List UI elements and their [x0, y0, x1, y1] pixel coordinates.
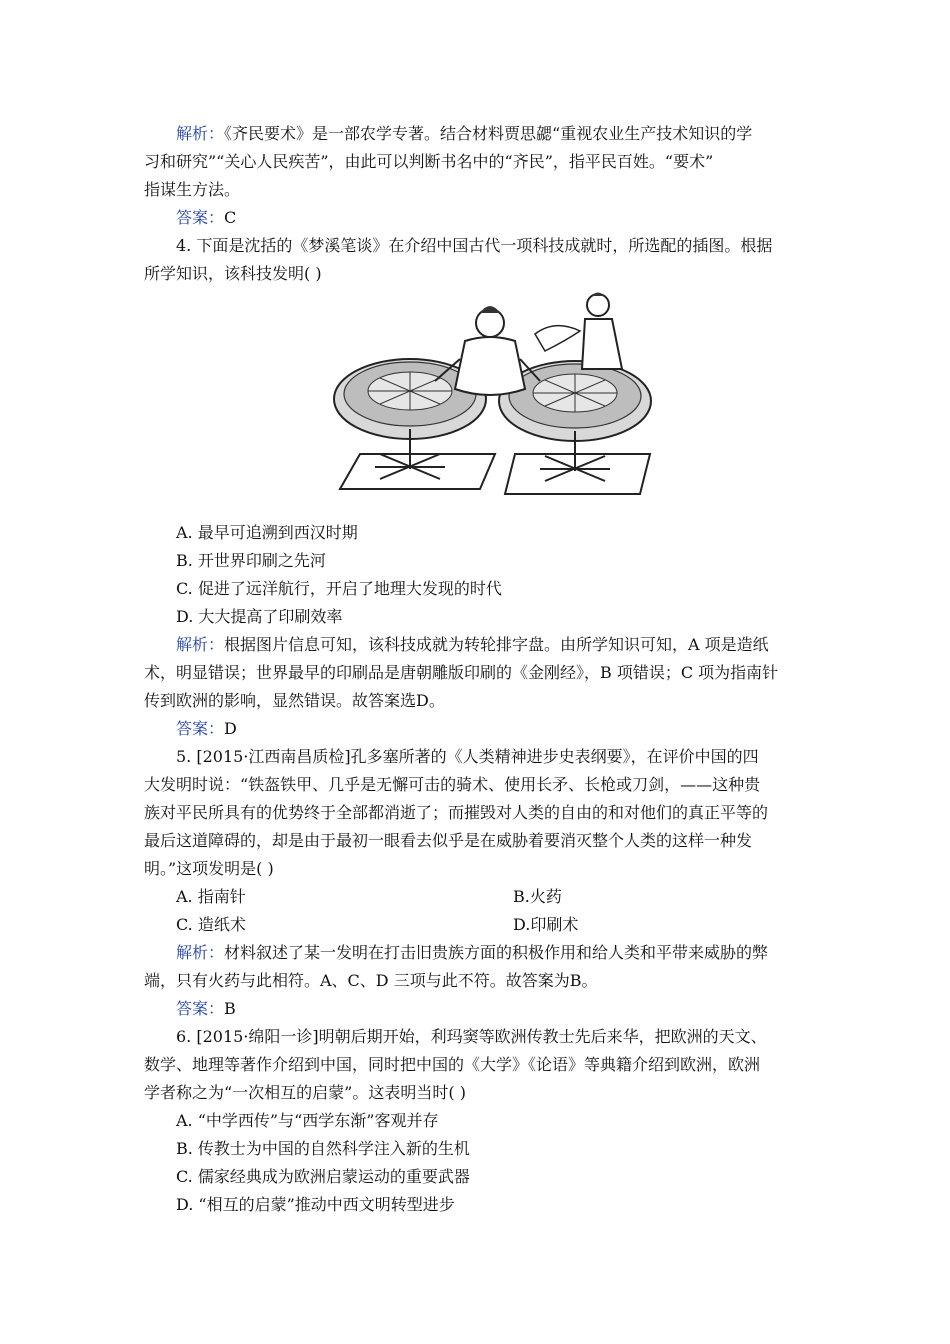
question-stem: 学者称之为“一次相互的启蒙”。这表明当时( )	[144, 1083, 466, 1102]
answer-label: 答案：	[176, 208, 225, 227]
option-c: C. 儒家经典成为欧洲启蒙运动的重要武器	[176, 1167, 470, 1186]
analysis-text: 指谋生方法。	[144, 180, 241, 199]
question-stem: 5. [2015·江西南昌质检]孔多塞所著的《人类精神进步史表纲要》，在评价中国的四	[176, 747, 759, 766]
answer-label: 答案：	[176, 999, 225, 1018]
option-b: B. 传教士为中国的自然科学注入新的生机	[176, 1139, 470, 1158]
analysis-paragraph	[176, 943, 768, 963]
question-stem: 数学、地理等著作介绍到中国，同时把中国的《大学》《论语》等典籍介绍到欧洲，欧洲	[144, 1055, 761, 1074]
analysis-text: 术，明显错误；世界最早的印刷品是唐朝雕版印刷的《金刚经》，B 项错误；C 项为指南针	[144, 663, 779, 682]
analysis-text: 传到欧洲的影响，显然错误。故答案选D。	[144, 691, 445, 710]
option-b: B.火药	[513, 887, 562, 906]
option-d: D. “相互的启蒙”推动中西文明转型进步	[176, 1195, 455, 1214]
answer-value: C	[224, 208, 237, 227]
option-b: B. 开世界印刷之先河	[176, 551, 326, 570]
question-stem: 最后这道障碍的，却是由于最初一眼看去似乎是在威胁着要消灭整个人类的这样一种发	[144, 831, 753, 850]
analysis-text: 端，只有火药与此相符。A、C、D 三项与此不符。故答案为B。	[144, 971, 598, 990]
analysis-label: 解析：	[176, 124, 225, 143]
option-a: A. “中学西传”与“西学东渐”客观并存	[176, 1111, 439, 1130]
analysis-paragraph	[176, 124, 752, 144]
option-d: D.印刷术	[513, 915, 579, 934]
answer-value: D	[224, 719, 237, 738]
question-stem: 4. 下面是沈括的《梦溪笔谈》在介绍中国古代一项科技成就时，所选配的插图。根据	[176, 236, 773, 255]
question-stem: 大发明时说：“铁盔铁甲、几乎是无懈可击的骑术、使用长矛、长枪或刀剑，——这种贵	[144, 775, 761, 794]
answer-line	[176, 208, 236, 228]
answer-value: B	[224, 999, 236, 1018]
answer-line	[176, 999, 236, 1019]
question-stem: 明。”这项发明是( )	[144, 859, 274, 878]
option-c: C. 造纸术	[176, 915, 246, 934]
answer-line	[176, 719, 237, 739]
option-a: A. 最早可追溯到西汉时期	[176, 523, 358, 542]
answer-label: 答案：	[176, 719, 225, 738]
option-d: D. 大大提高了印刷效率	[176, 607, 343, 626]
analysis-text: 根据图片信息可知，该科技成就为转轮排字盘。由所学知识可知，A 项是造纸	[224, 635, 769, 654]
option-c: C. 促进了远洋航行，开启了地理大发现的时代	[176, 579, 502, 598]
analysis-label: 解析：	[176, 943, 225, 962]
question-stem: 族对平民所具有的优势终于全部都消逝了；而摧毁对人类的自由的和对他们的真正平等的	[144, 803, 769, 822]
analysis-text: 习和研究”“关心人民疾苦”，由此可以判断书名中的“齐民”，指平民百姓。“要术”	[144, 152, 714, 171]
question-stem: 所学知识，该科技发明( )	[144, 264, 322, 283]
analysis-text: 材料叙述了某一发明在打击旧贵族方面的积极作用和给人类和平带来威胁的弊	[224, 943, 769, 962]
analysis-text: 《齐民要术》是一部农学专著。结合材料贾思勰“重视农业生产技术知识的学	[224, 124, 753, 143]
analysis-label: 解析：	[176, 635, 225, 654]
option-a: A. 指南针	[176, 887, 246, 906]
analysis-paragraph	[176, 635, 769, 655]
rotary-type-case-illustration	[330, 289, 660, 511]
question-stem: 6. [2015·绵阳一诊]明朝后期开始，利玛窦等欧洲传教士先后来华，把欧洲的天文、	[176, 1027, 767, 1046]
